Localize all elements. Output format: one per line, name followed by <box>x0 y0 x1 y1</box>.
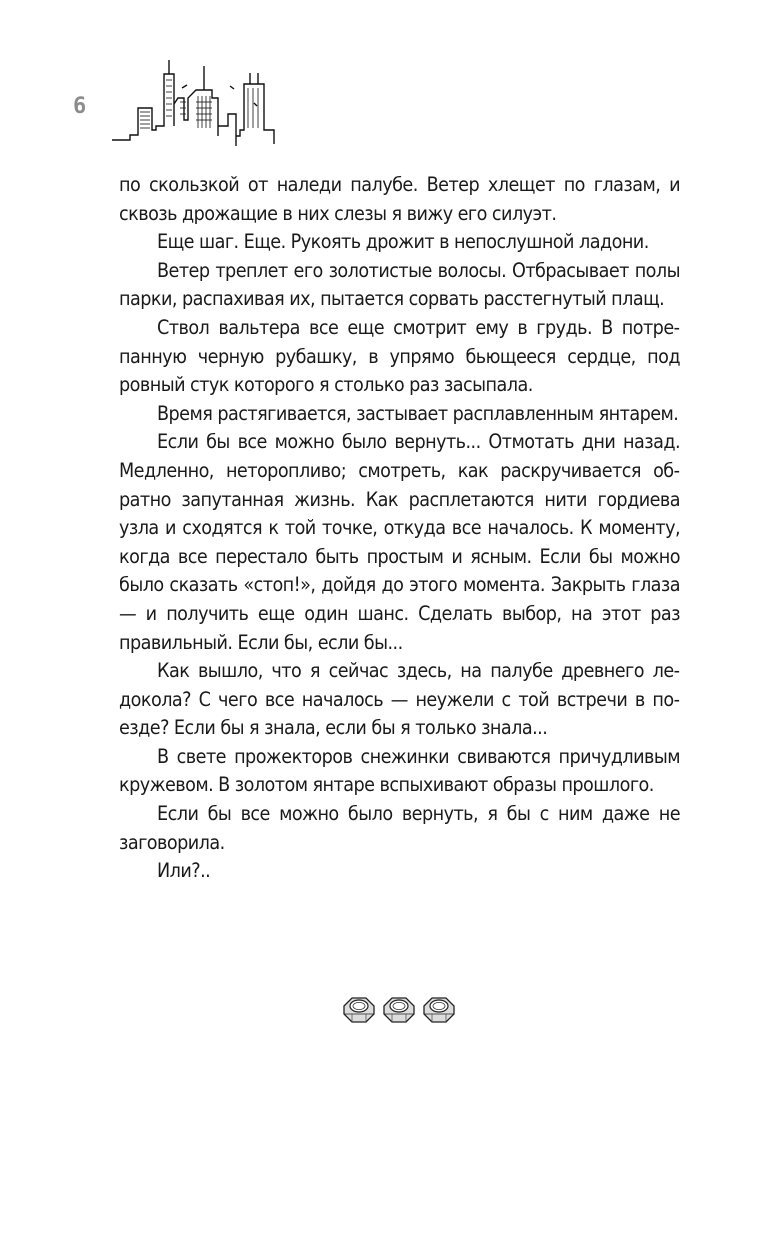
hex-nut-icon <box>420 992 458 1026</box>
paragraph: Ствол вальтера все еще смотрит ему в грудь. В потрепанную черную рубашку, в упрямо бьющееся сердце, под ровный стук которого я столько раз засыпала. <box>119 315 680 397</box>
city-skyline-icon <box>112 58 312 148</box>
paragraph: Как вышло, что я сейчас здесь, на палубе древнего ледокола? С чего все началось — неужели с той встречи в поезде? Если бы я знала, если бы я только знала... <box>119 659 680 740</box>
section-separator <box>340 992 460 1028</box>
paragraph: Ветер треплет его золотистые волосы. Отбрасывает полы парки, распахивая их, пытается сорвать расстегнутый плащ. <box>119 258 680 311</box>
hex-nut-icon <box>340 992 378 1026</box>
paragraph: по скользкой от наледи палубе. Ветер хлещет по глазам, и сквозь дрожащие в них слезы я вижу его силуэт. <box>119 173 680 225</box>
paragraph: Если бы все можно было вернуть, я бы с ним даже не заговорила. <box>119 802 680 854</box>
paragraph: В свете прожекторов снежинки свиваются причудливым кружевом. В золотом янтаре вспыхивают образы прошлого. <box>119 744 680 797</box>
paragraph: Время растягивается, застывает расплавленным янтарем. <box>157 401 679 425</box>
page-number: 6 <box>73 94 87 119</box>
chapter-text <box>119 171 680 886</box>
hex-nut-icon <box>380 992 418 1026</box>
paragraph: Или?.. <box>157 859 211 883</box>
paragraph: Еще шаг. Еще. Рукоять дрожит в непослушной ладони. <box>157 230 649 254</box>
paragraph: Если бы все можно было вернуть... Отмотать дни назад. Медленно, неторопливо; смотреть, как раскручивается обратно запутанная жизнь. Как расплетаются нити гордиева узла и сходятся к той точке, откуда все началось. К моменту, когда все перестало быть простым и ясным. Если бы можно было сказать «стоп!», дойдя до этого момента. Закрыть глаза — и получить еще один шанс. Сделать выбор, на этот раз правильный. Если бы, если бы... <box>119 430 680 654</box>
